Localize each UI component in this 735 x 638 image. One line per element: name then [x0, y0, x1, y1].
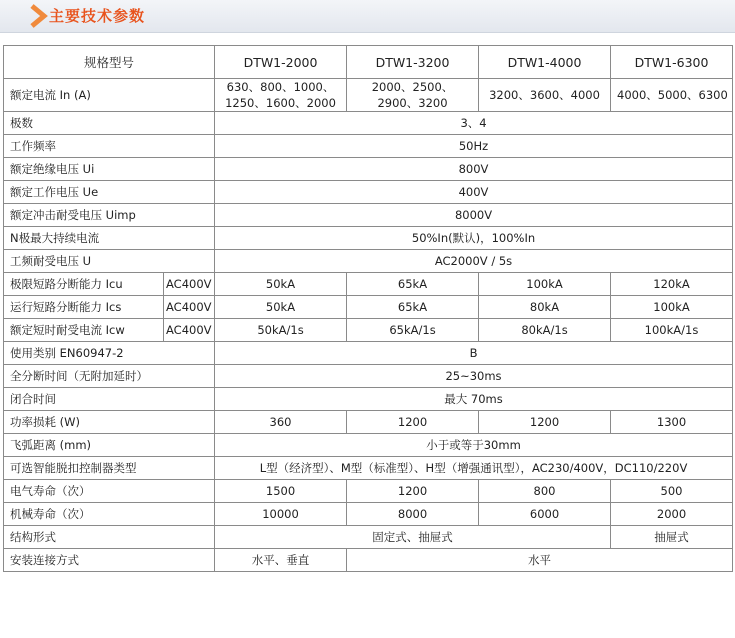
header-model: DTW1-3200 — [347, 46, 479, 79]
row-label: 功率损耗 (W) — [4, 411, 215, 434]
table-cell: 8000 — [347, 503, 479, 526]
row-label: 额定绝缘电压 Ui — [4, 158, 215, 181]
table-row — [4, 549, 733, 572]
row-label: 额定工作电压 Ue — [4, 181, 215, 204]
row-voltage: AC400V — [164, 296, 215, 319]
table-row — [4, 388, 733, 411]
table-cell: 800V — [215, 158, 733, 181]
row-voltage: AC400V — [164, 319, 215, 342]
row-label: 额定短时耐受电流 Icw — [4, 319, 164, 342]
row-label: 飞弧距离 (mm) — [4, 434, 215, 457]
table-cell: 6000 — [479, 503, 611, 526]
table-row — [4, 480, 733, 503]
row-label: 全分断时间（无附加延时） — [4, 365, 215, 388]
row-label: 安装连接方式 — [4, 549, 215, 572]
table-cell: 360 — [215, 411, 347, 434]
table-cell: 80kA/1s — [479, 319, 611, 342]
table-row — [4, 204, 733, 227]
table-cell: 2000 — [611, 503, 733, 526]
table-row — [4, 457, 733, 480]
row-label: 极限短路分断能力 Icu — [4, 273, 164, 296]
table-cell: 水平 — [347, 549, 733, 572]
table-cell: 4000、5000、6300 — [611, 79, 733, 112]
table-row — [4, 526, 733, 549]
spec-table — [3, 45, 733, 572]
table-cell: 50kA — [215, 273, 347, 296]
section-title: 主要技术参数 — [49, 7, 146, 25]
row-label: 闭合时间 — [4, 388, 215, 411]
row-label: 结构形式 — [4, 526, 215, 549]
table-cell: 50kA — [215, 296, 347, 319]
table-cell: 25~30ms — [215, 365, 733, 388]
table-row — [4, 79, 733, 112]
table-cell: 3200、3600、4000 — [479, 79, 611, 112]
row-label: 额定冲击耐受电压 Uimp — [4, 204, 215, 227]
header-label: 规格型号 — [4, 46, 215, 79]
table-cell: 2000、2500、 2900、3200 — [347, 79, 479, 112]
row-label: 额定电流 In (A) — [4, 79, 215, 112]
table-row — [4, 158, 733, 181]
table-cell: 8000V — [215, 204, 733, 227]
header-model: DTW1-2000 — [215, 46, 347, 79]
table-cell: AC2000V / 5s — [215, 250, 733, 273]
table-cell: 1200 — [347, 480, 479, 503]
table-cell: 500 — [611, 480, 733, 503]
row-label: 运行短路分断能力 Ics — [4, 296, 164, 319]
table-cell: 50%In(默认)，100%In — [215, 227, 733, 250]
table-cell: 630、800、1000、 1250、1600、2000 — [215, 79, 347, 112]
table-cell: B — [215, 342, 733, 365]
table-row — [4, 365, 733, 388]
table-row — [4, 181, 733, 204]
section-header — [0, 0, 735, 33]
table-cell: 80kA — [479, 296, 611, 319]
table-cell: 400V — [215, 181, 733, 204]
table-cell: 120kA — [611, 273, 733, 296]
table-cell: 65kA — [347, 273, 479, 296]
table-row — [4, 296, 733, 319]
table-cell: 65kA/1s — [347, 319, 479, 342]
table-header-row — [4, 46, 733, 79]
row-label: 可选智能脱扣控制器类型 — [4, 457, 215, 480]
table-cell: 10000 — [215, 503, 347, 526]
table-cell: 小于或等于30mm — [215, 434, 733, 457]
table-row — [4, 319, 733, 342]
table-row — [4, 227, 733, 250]
table-row — [4, 112, 733, 135]
header-model: DTW1-6300 — [611, 46, 733, 79]
row-label: 电气寿命（次） — [4, 480, 215, 503]
table-cell: 1500 — [215, 480, 347, 503]
table-cell: 水平、垂直 — [215, 549, 347, 572]
row-label: 工频耐受电压 U — [4, 250, 215, 273]
table-cell: 50kA/1s — [215, 319, 347, 342]
table-cell: 800 — [479, 480, 611, 503]
row-voltage: AC400V — [164, 273, 215, 296]
row-label: N极最大持续电流 — [4, 227, 215, 250]
table-cell: 100kA/1s — [611, 319, 733, 342]
table-row — [4, 434, 733, 457]
table-cell: 3、4 — [215, 112, 733, 135]
table-row — [4, 273, 733, 296]
table-cell: 100kA — [611, 296, 733, 319]
table-cell: 抽屉式 — [611, 526, 733, 549]
table-row — [4, 411, 733, 434]
table-cell: 50Hz — [215, 135, 733, 158]
row-label: 工作频率 — [4, 135, 215, 158]
row-label: 使用类别 EN60947-2 — [4, 342, 215, 365]
table-cell: 最大 70ms — [215, 388, 733, 411]
table-row — [4, 503, 733, 526]
table-cell: 65kA — [347, 296, 479, 319]
chevron-right-icon — [28, 4, 50, 28]
table-row — [4, 342, 733, 365]
row-label: 极数 — [4, 112, 215, 135]
table-cell: 100kA — [479, 273, 611, 296]
table-cell: L型（经济型）、M型（标准型）、H型（增强通讯型），AC230/400V，DC110/220V — [215, 457, 733, 480]
row-label: 机械寿命（次） — [4, 503, 215, 526]
table-row — [4, 135, 733, 158]
table-cell: 1200 — [347, 411, 479, 434]
table-cell: 1200 — [479, 411, 611, 434]
table-row — [4, 250, 733, 273]
table-cell: 固定式、抽屉式 — [215, 526, 611, 549]
table-cell: 1300 — [611, 411, 733, 434]
header-model: DTW1-4000 — [479, 46, 611, 79]
